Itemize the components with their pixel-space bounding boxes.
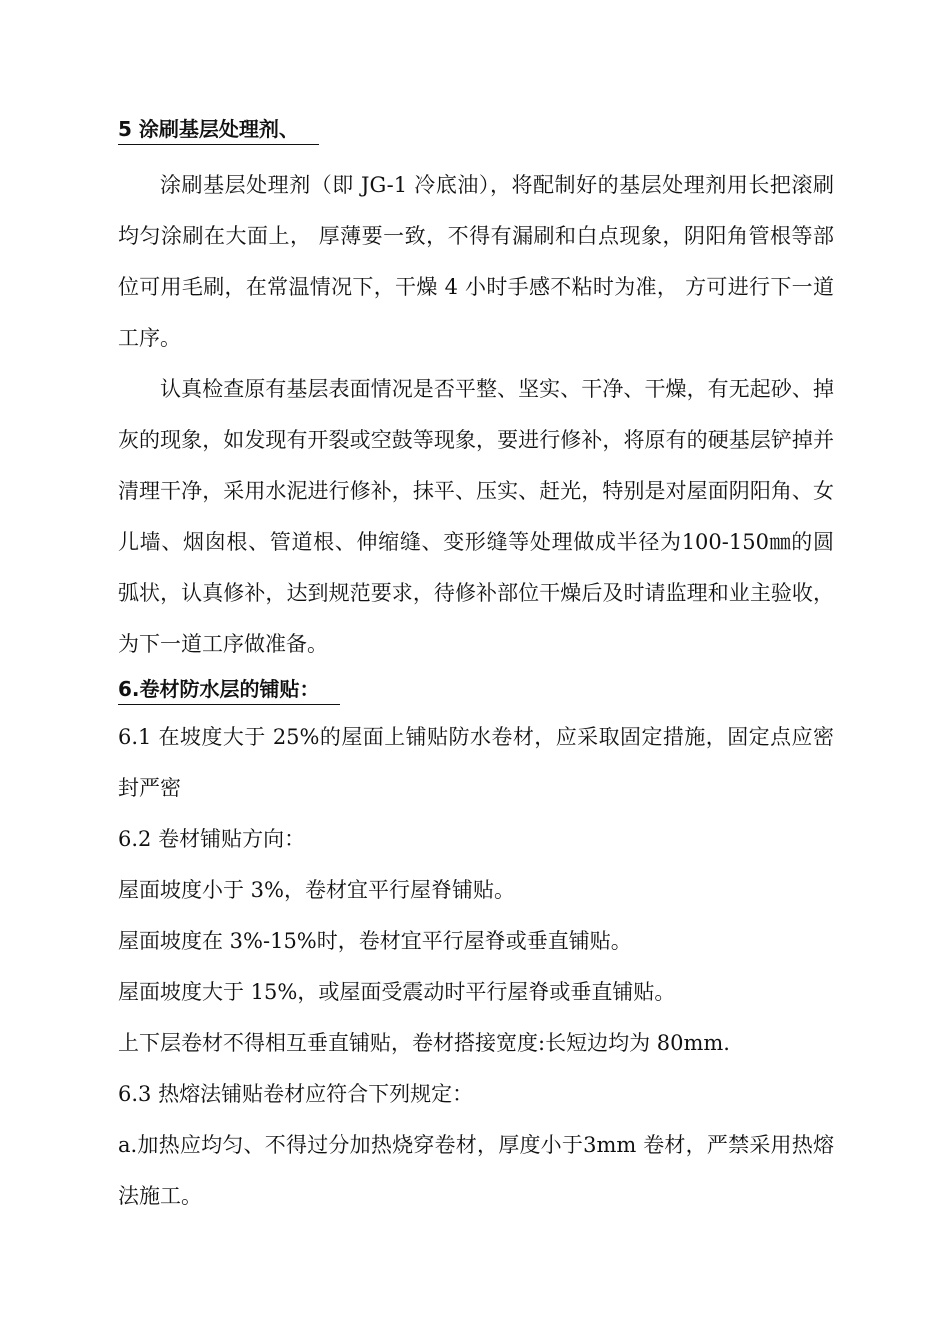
slope-line-3: 屋面坡度大于 15%，或屋面受震动时平行屋脊或垂直铺贴。 [118,980,676,1004]
section-5-heading-wrap [118,114,834,148]
section-5-heading: 5 涂刷基层处理剂、 [118,114,319,145]
item-a: a.加热应均匀、不得过分加热烧穿卷材，厚度小于3mm 卷材，严禁采用热熔法施工。 [118,1133,834,1208]
section-5-paragraph-2: 认真检查原有基层表面情况是否平整、坚实、干净、干燥，有无起砂、掉灰的现象，如发现有开裂或空鼓等现象，要进行修补，将原有的硬基层铲掉并清理干净，采用水泥进行修补，抹平、压实、赶光，特别是对屋面阴阳角、女儿墙、烟囱根、管道根、伸缩缝、变形缝等处理做成半径为100-150㎜的圆弧状，认真修补，达到规范要求，待修补部位干燥后及时请监理和业主验收，为下一道工序做准备。 [118,377,834,656]
item-6-2: 6.2 卷材铺贴方向： [118,827,306,851]
item-6-1: 6.1 在坡度大于 25%的屋面上铺贴防水卷材，应采取固定措施，固定点应密封严密 [118,725,834,800]
section-6-heading-wrap [118,674,834,708]
slope-line-1: 屋面坡度小于 3%，卷材宜平行屋脊铺贴。 [118,878,515,902]
document-page [118,112,834,1222]
section-5-paragraph-1: 涂刷基层处理剂（即 JG-1 冷底油），将配制好的基层处理剂用长把滚刷均匀涂刷在大面上， 厚薄要一致，不得有漏刷和白点现象，阴阳角管根等部位可用毛刷，在常温情况下，干燥 4 小时手感不粘时为准， 方可进行下一道工序。 [118,173,834,350]
slope-line-2: 屋面坡度在 3%-15%时，卷材宜平行屋脊或垂直铺贴。 [118,929,632,953]
item-6-3: 6.3 热熔法铺贴卷材应符合下列规定： [118,1082,474,1106]
section-6-items [118,712,834,1222]
section-6-heading: 6.卷材防水层的铺贴： [118,674,340,705]
overlap-line: 上下层卷材不得相互垂直铺贴，卷材搭接宽度:长短边均为 80mm. [118,1031,730,1055]
